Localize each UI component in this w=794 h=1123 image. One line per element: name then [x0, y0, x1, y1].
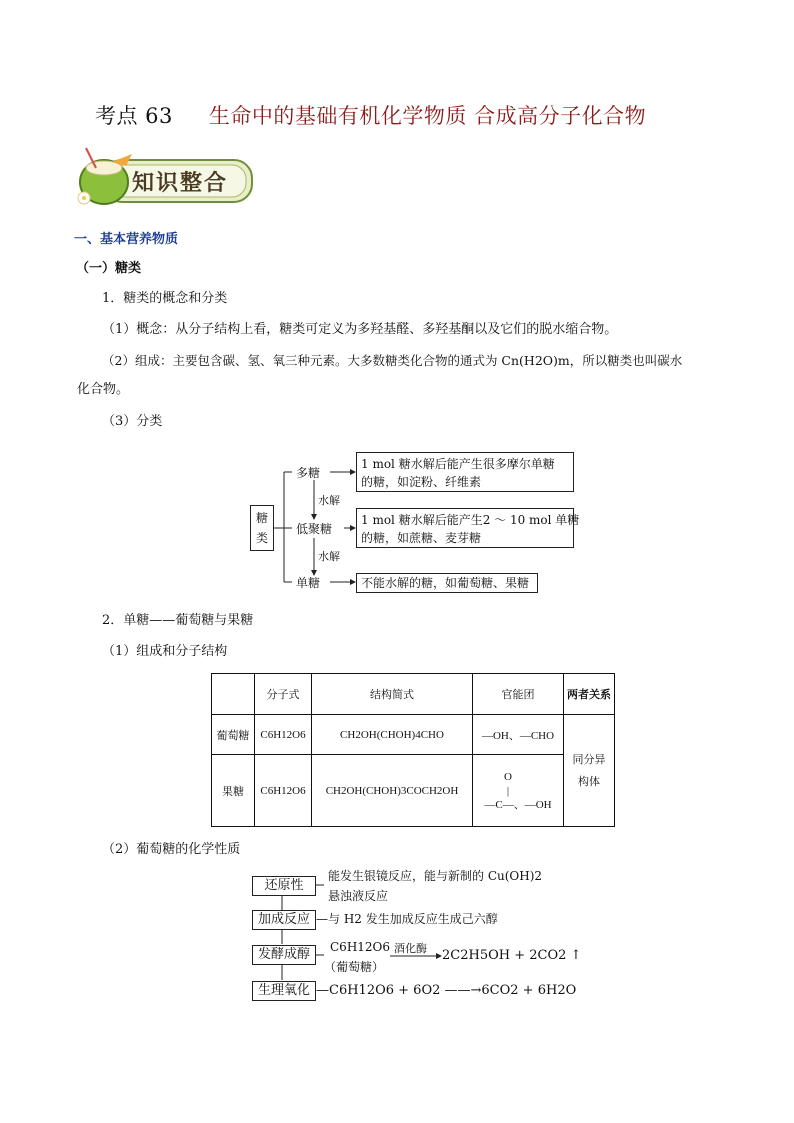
- fructose-group-o: O: [504, 770, 512, 783]
- oligo-desc-line2: 的糖，如蔗糖、麦芽糖: [361, 531, 482, 545]
- chem-heading: （2）葡萄糖的化学性质: [102, 842, 241, 857]
- fermentation-reactant: C6H12O6: [330, 940, 391, 954]
- polysaccharide-label: 多糖: [296, 466, 321, 480]
- fermentation-catalyst: 酒化酶: [394, 942, 427, 955]
- mono-desc: 不能水解的糖，如葡萄糖、果糖: [361, 576, 530, 590]
- reduction-label: 还原性: [264, 878, 304, 893]
- reduction-desc: [328, 866, 542, 906]
- addition-box: [252, 910, 316, 930]
- table-header-empty: [212, 674, 255, 715]
- structure-heading: （1）组成和分子结构: [102, 644, 228, 659]
- concept-text: （1）概念：从分子结构上看，糖类可定义为多羟基醛、多羟基酮以及它们的脱水缩合物。: [102, 322, 618, 337]
- item-heading: 1．糖类的概念和分类: [102, 291, 228, 306]
- classification-heading: （3）分类: [102, 414, 163, 429]
- relation-line2: 构体: [578, 775, 600, 788]
- oxidation-box: [252, 981, 316, 1001]
- oligosaccharide-desc-box: [356, 508, 580, 548]
- fructose-group: O | —C—、—OH: [473, 755, 564, 827]
- fermentation-label: 发酵成醇: [257, 947, 310, 962]
- root-box: [250, 505, 274, 551]
- table-header-group: 官能团: [473, 674, 564, 715]
- badge-label: 知识整合: [132, 170, 229, 196]
- root-char-1: 糖: [255, 511, 268, 525]
- sugar-structure-table: [211, 673, 615, 827]
- fructose-group-c: —C—: [484, 798, 514, 811]
- glucose-formula: C6H12O6: [255, 715, 312, 755]
- section-heading: 一、基本营养物质: [74, 232, 179, 247]
- fermentation-product: 2C2H5OH + 2CO2 ↑: [442, 948, 582, 963]
- table-header-relation: 两者关系: [564, 674, 615, 715]
- oligosaccharide-label: 低聚糖: [296, 522, 333, 536]
- reduction-box: [252, 876, 316, 896]
- poly-desc-line1: 1 mol 糖水解后能产生很多摩尔单糖: [361, 457, 555, 471]
- fructose-name: 果糖: [212, 755, 255, 827]
- oxidation-label: 生理氧化: [257, 983, 310, 998]
- fermentation-name: （葡萄糖）: [324, 960, 385, 974]
- monosaccharide-desc-box: [356, 573, 538, 593]
- reduction-desc-line2: 悬浊液反应: [328, 889, 389, 903]
- composition-text: （2）组成：主要包含碳、氢、氧三种元素。大多数糖类化合物的通式为 Cn(H2O)m，所以糖类也叫碳水: [102, 353, 683, 368]
- hydrolysis-label-1: 水解: [318, 494, 340, 507]
- sugar-classification-diagram: [250, 450, 580, 600]
- relation-line1: 同分异: [572, 753, 606, 766]
- hydrolysis-label-2: 水解: [318, 550, 340, 563]
- monosaccharide-label: 单糖: [296, 576, 321, 590]
- knowledge-badge: [74, 146, 256, 208]
- fermentation-box: [252, 945, 316, 965]
- composition-text-cont: 化合物。: [77, 382, 130, 397]
- glucose-group: —OH、—CHO: [473, 715, 564, 755]
- glucose-structure: CH2OH(CHOH)4CHO: [312, 715, 473, 755]
- fructose-formula: C6H12O6: [255, 755, 312, 827]
- item2-heading: 2．单糖——葡萄糖与果糖: [102, 613, 254, 628]
- addition-label: 加成反应: [257, 912, 310, 927]
- glucose-name: 葡萄糖: [212, 715, 255, 755]
- oligo-desc-line1: 1 mol 糖水解后能产生2 ～ 10 mol 单糖: [361, 513, 580, 527]
- table-row: [212, 755, 615, 827]
- page-title: [95, 100, 646, 130]
- relation-cell: [564, 715, 615, 827]
- subsection-heading: （一）糖类: [76, 261, 142, 276]
- fructose-group-oh: 、—OH: [513, 798, 552, 811]
- table-row: [212, 715, 615, 755]
- addition-desc: —与 H2 发生加成反应生成己六醇: [316, 912, 498, 926]
- reduction-desc-line1: 能发生银镜反应，能与新制的 Cu(OH)2: [328, 869, 543, 883]
- polysaccharide-desc-box: [356, 452, 574, 492]
- root-char-2: 类: [255, 531, 268, 545]
- topic-title: 生命中的基础有机化学物质 合成高分子化合物: [208, 104, 647, 128]
- poly-desc-line2: 的糖，如淀粉、纤维素: [361, 475, 482, 489]
- oxidation-equation: —C6H12O6 + 6O2 ——→6CO2 + 6H2O: [316, 983, 577, 998]
- table-header-formula: 分子式: [255, 674, 312, 715]
- table-header-structure: 结构简式: [312, 674, 473, 715]
- glucose-properties-diagram: [250, 866, 580, 1006]
- topic-number: 考点 63: [95, 104, 173, 128]
- fructose-structure: CH2OH(CHOH)3COCH2OH: [312, 755, 473, 827]
